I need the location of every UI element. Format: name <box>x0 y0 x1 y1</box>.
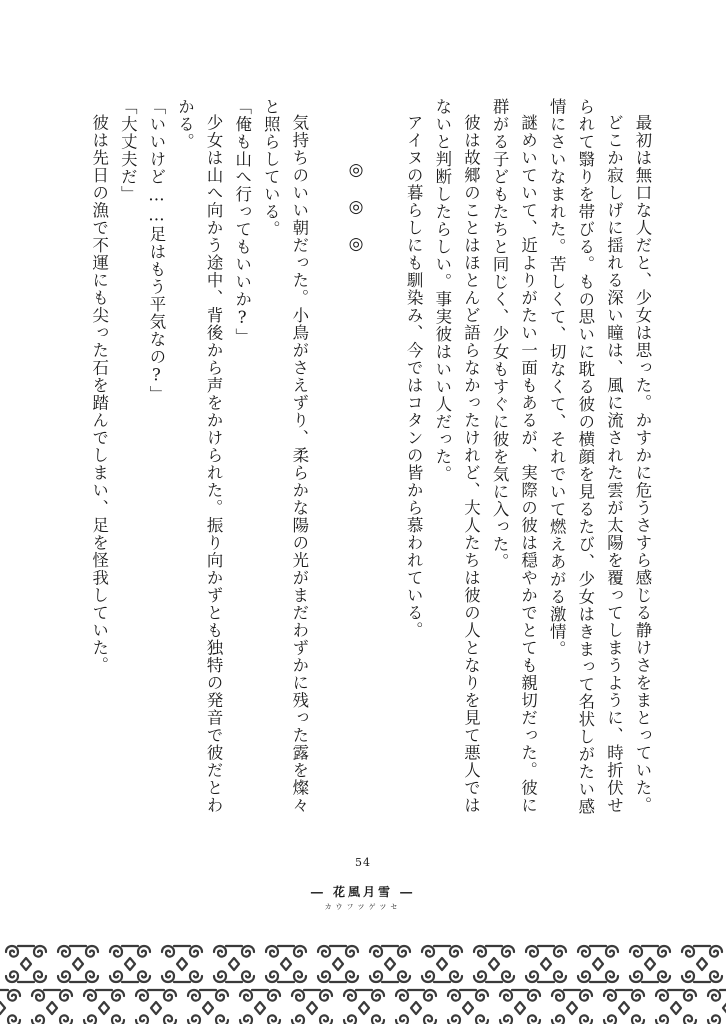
section-separator: ◎◎◎ <box>346 160 367 271</box>
paragraph: 気持ちのいい朝だった。小鳥がさえずり、柔らかな陽の光がまだわずかに残った露を燦々と照らしている。 <box>261 98 309 815</box>
blank-line <box>370 98 399 818</box>
blank-line <box>313 98 342 818</box>
ornamental-border <box>0 936 726 1024</box>
paragraph: 少女は山へ向かう途中、背後から声をかけられた。振り向かずとも独特の発音で彼だとわかる。 <box>175 98 224 815</box>
paragraph: 最初は無口な人だと、少女は思った。かすかに危うさすら感じる静けさをまとっていた。 <box>633 114 652 815</box>
paragraph: アイヌの暮らしにも馴染み、今ではコタンの皆から慕われている。 <box>404 114 424 640</box>
dialog-line: 「大丈夫だ」 <box>118 98 138 203</box>
paragraph: どこか寂しげに揺れる深い瞳は、風に流された雲が太陽を覆ってしまうように、時折伏せられて翳りを帯びる。もの思いに耽る彼の横顔を見るたび、少女はきまって名状しがたい感情にさいなまれた。苦しくて、切なくて、それでいて燃えあがる激情。 <box>547 98 624 816</box>
dialog-line: 「俺も山へ行ってもいいか?」 <box>232 98 252 346</box>
page-number: 54 <box>355 856 371 869</box>
paragraph: 彼は先日の漁で不運にも尖った石を踏んでしまい、足を怪我していた。 <box>89 114 109 675</box>
paragraph: 謎めいていて、近よりがたい一面もあるが、実際の彼は穏やかでとても親切だった。彼に群がる子どもたちと同じく、少女もすぐに彼を気に入った。 <box>490 98 538 815</box>
body-text <box>89 98 656 818</box>
footer-title: ― 花風月雪 ― <box>310 885 416 899</box>
ornament-row-2 <box>0 990 726 1024</box>
dialog-line: 「いいけど……足はもう平気なの?」 <box>146 98 166 404</box>
paragraph: 彼は故郷のことはほとんど語らなかったけれど、大人たちは彼の人となりを見て悪人ではないと判断したらしい。事実彼はいい人だった。 <box>432 98 481 815</box>
footer-reading: カウフツゲツセ <box>324 903 402 911</box>
ornament-row-1 <box>6 946 722 982</box>
